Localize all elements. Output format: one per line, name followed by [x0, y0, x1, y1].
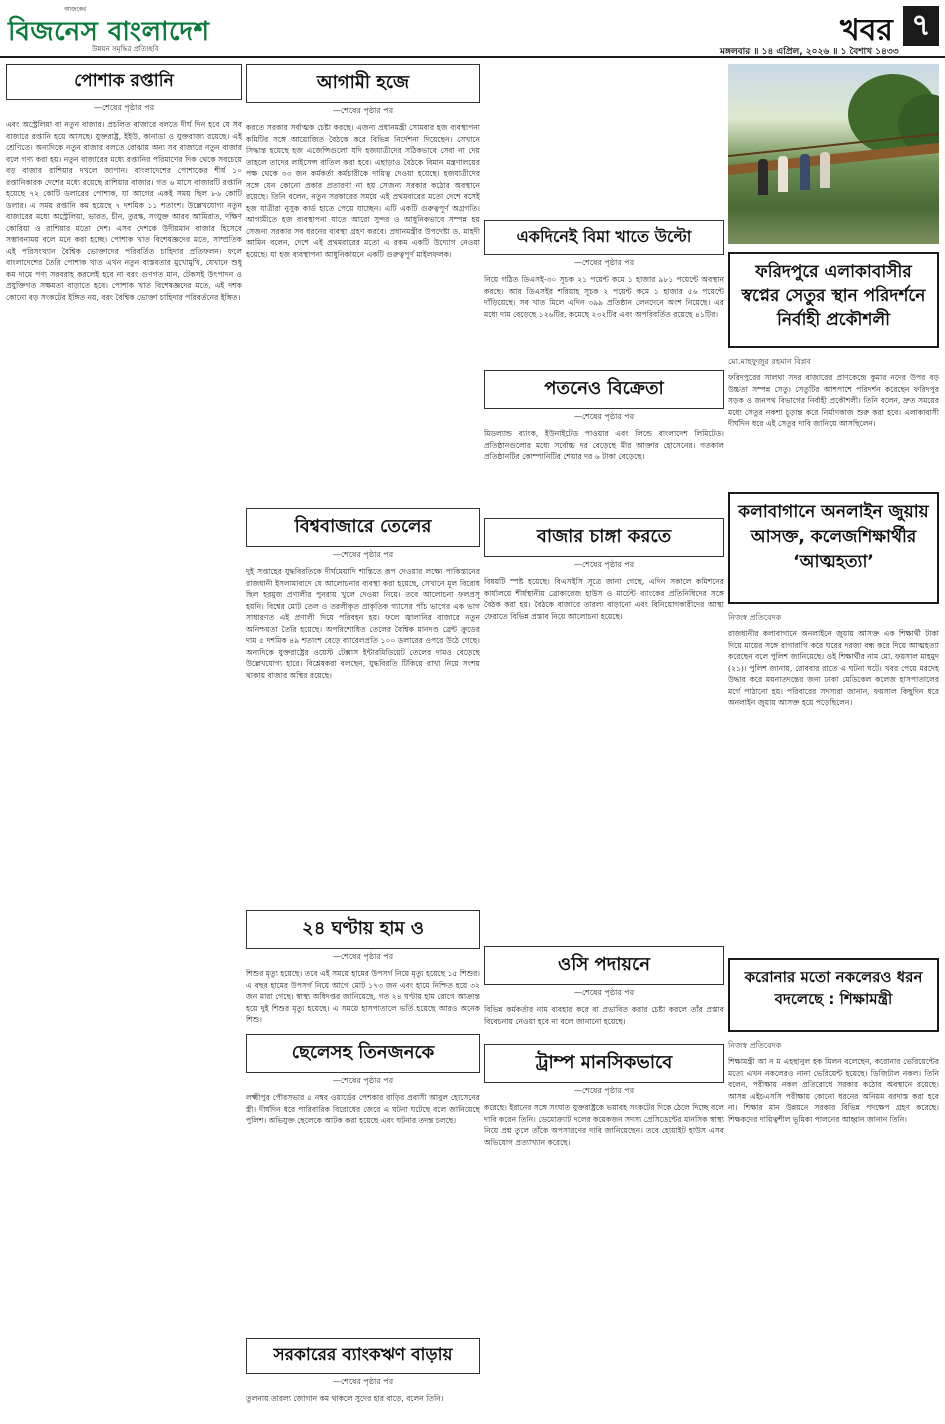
story-headline: ২৪ ঘণ্টায় হাম ও — [246, 910, 480, 949]
story-headline-exam-cheating: করোনার মতো নকলেরও ধরন বদলেছে : শিক্ষামন্ত্রী — [728, 958, 939, 1032]
story-body: করেছে। ইরানের সঙ্গে সংঘাত যুক্তরাষ্ট্রকে ভয়াবহ সংকটের দিকে ঠেলে দিচ্ছে বলে দাবি করেন তিনি। ডেমোক্র্যাট দলের কয়েকজন সদস্য প্রেসিডেন্টের মানসিক স্বাস্থ্য নিয়ে প্রশ্ন তুলে তাঁকে অপসারণের দাবি জানিয়েছেন। তবে হোয়াইট হাউস এসব অভিযোগ প্রত্যাখ্যান করেছে। — [484, 1103, 724, 1147]
continuation-note: — শেষের পৃষ্ঠার পর — [246, 951, 480, 964]
story-sellers-in-decline — [484, 370, 724, 510]
story-gambling-body — [728, 628, 939, 948]
story-body: এবং অস্ট্রেলিয়া বা নতুন বাজার। প্রচলিত বাজারে বলতে দীর্ঘ দিন হবে যে সব বাজারে রপ্তানি হয়ে আসছে। যুক্তরাষ্ট্র, ইইউ, কানাডা ও যুক্তরাজ্য রয়েছে। এই শ্রেণিতে। অন্যদিকে নতুন বাজার বলতে বোঝায় অন্য সব বাজারে নতুন বাজার বলে গণ্য করা হয়। নতুন বাজারের মধ্যে রপ্তানির পরিমাণের দিক থেকে সবচেয়ে বড় বাজার রাশিয়ার দখলে জাপান। বাংলাদেশের পোশাকের শীর্ষ ১০ রপ্তানিকারক দেশের মধ্যে রয়েছে রাশিয়ার বাজার। গত ৬ মাসে বাজারটি রপ্তানি হয়েছে ৭২ কোটি ডলারের পোশাক, যা আগের একই সময় ছিল ৮৬ কোটি ডলার। এ সময় রপ্তানি কম হয়েছে ৭ দশমিক ১১ শতাংশ। উল্লেখযোগ্য নতুন বাজারের মধ্যে অস্ট্রেলিয়া, ভারত, চীন, তুরস্ক, সংযুক্ত আরব আমিরাত, দক্ষিণ কোরিয়া ও রাশিয়ার মতো দেশ। এসব দেশকে উদীয়মান বাজার হিসেবে সম্ভাবনাময় বলে মনে করা হচ্ছে। পোশাক খাত বিশেষজ্ঞদের মতে, সাম্প্রতিক এই পরিসংখ্যান বৈশ্বিক ভোক্তাদের পরিবর্তিত চাহিদার প্রতিফলন। ফলে বাংলাদেশের তৈরি পোশাক খাত এখন নতুন বাস্তবতার মুখোমুখি, যেখানে শুধু কম দামে পণ্য সরবরাহ করলেই হবে না বরং গুণগত মান, টেকসই উৎপাদন ও প্রযুক্তিগত সক্ষমতা বাড়াতে হবে। পোশাক খাত বিশেষজ্ঞদের মতে, এই দশক কোনো বড় সংকটের ইঙ্গিত নয়, বরং বৈশ্বিক ভোক্তা চাহিদার পরিবর্তনের ইঙ্গিত। — [6, 120, 242, 302]
story-headline: বিশ্ববাজারে তেলের — [246, 508, 480, 547]
story-headline: সরকারের ব্যাংকঋণ বাড়ায় — [246, 1338, 480, 1374]
section-title: খবর — [840, 13, 893, 48]
story-body: শিক্ষামন্ত্রী আ ন ম এহছানুল হক মিলন বলেছেন, করোনার ভেরিয়েন্টের মতো এখন নকলেরও নানা ভেরিয়েন্ট হয়েছে। ডিজিটাল নকল। তিনি বলেন, পরীক্ষায় নকল প্রতিরোধে সরকার কঠোর অবস্থানে রয়েছে। আসন্ন এইচএসসি পরীক্ষায় কোনো ধরনের অনিয়ম বরদাস্ত করা হবে না। শিক্ষার মান উন্নয়নে সরকার বিভিন্ন পদক্ষেপ গ্রহণ করেছে। শিক্ষকদের দায়িত্বশীল ভূমিকা পালনের আহ্বান জানান তিনি। — [728, 1057, 939, 1124]
story-headline: পোশাক রপ্তানি — [6, 64, 242, 100]
brand-kicker: আজকের — [64, 6, 87, 13]
story-hajj — [246, 64, 480, 504]
continuation-note: — শেষের পৃষ্ঠার পর — [246, 1376, 480, 1389]
story-body: তুলনায় তারল্য জোগান কম থাকলে সুদের হার বাড়ে, বলেন তিনি। — [246, 1394, 444, 1403]
continuation-note: — শেষের পৃষ্ঠার পর — [246, 105, 480, 118]
continuation-note: — শেষের পৃষ্ঠার পর — [484, 1085, 724, 1098]
story-market-boost — [484, 518, 724, 798]
story-byline: মো.মাহফুজুর রহমান বিপ্লব — [728, 357, 811, 366]
story-body: নিয়ে গঠিত ডিএসই-৩০ সূচক ২১ পয়েন্ট কমে ১ হাজার ৯৮১ পয়েন্টে অবস্থান করছে। আর ডিএসইর শরিয়াহ সূচক ২ পয়েন্ট কমে ১ হাজার ৫৬ পয়েন্টে দাঁড়িয়েছে। সব খাত মিলে এদিন ৩৯৯ প্রতিষ্ঠান লেনদেনে অংশ নিয়েছে। এর মধ্যে দাম বেড়েছে ১২৬টির, কমেছে ২৩২টির এবং অপরিবর্তিত রয়েছে ৪১টির। — [484, 275, 724, 319]
story-body: রাজধানীর কলাবাগানে অনলাইনে জুয়ায় আসক্ত এক শিক্ষার্থী টাকা দিয়ে মায়ের সঙ্গে রাগারাগি করে ঘরের দরজা বন্ধ করে দিয়ে আত্মহত্যা করেছেন বলে পুলিশ জানিয়েছে। ওই শিক্ষার্থীর নাম মো. ফয়সাল মাহমুদ (২১)। পুলিশ জানায়, রোববার রাতে এ ঘটনা ঘটে। খবর পেয়ে মরদেহ উদ্ধার করে ময়নাতদন্তের জন্য ঢাকা মেডিকেল কলেজ হাসপাতালের মর্গে পাঠানো হয়। পরিবারের সদস্যরা জানান, ফয়সাল কিছুদিন ধরে অনলাইন জুয়ায় আসক্ত হয়ে পড়েছিলেন। — [728, 629, 939, 707]
continuation-note: — শেষের পৃষ্ঠার পর — [484, 411, 724, 424]
dateline: মঙ্গলবার ॥ ১৪ এপ্রিল, ২০২৬ ॥ ১ বৈশাখ ১৪৩৩ — [720, 47, 899, 57]
story-oil-market — [246, 508, 480, 908]
story-byline: নিজস্ব প্রতিবেদক — [728, 1041, 782, 1050]
story-headline: ওসি পদায়নে — [484, 946, 724, 985]
continuation-note: — শেষের পৃষ্ঠার পর — [246, 1075, 480, 1088]
story-govt-bank-loan — [246, 1338, 480, 1418]
story-trump-mental — [484, 1044, 724, 1414]
story-body: দুই সপ্তাহের যুদ্ধবিরতিকে দীর্ঘমেয়াদি শান্তিতে রূপ দেওয়ার লক্ষ্যে পাকিস্তানের রাজধানী ইসলামাবাদে যে আলোচনার ব্যবস্থা করা হয়েছে, সেখানে মূল বিরোধ ছিল হরমুজ প্রণালীর পুনরায় খুলে দেওয়া নিয়ে। তবে আলোচনা ফলপ্রসূ হয়নি। বিশ্বের মোট তেল ও তরলীকৃত প্রাকৃতিক গ্যাসের পাঁচ ভাগের এক ভাগ সাধারণত এই প্রণালী দিয়ে পরিবহন হয়। ফলে জ্বালানির বাজারে নতুন অনিশ্চয়তা তৈরি হয়েছে। অপরিশোধিত তেলের বৈশ্বিক মানদণ্ড ব্রেন্ট ক্রুডের দাম ৫ দশমিক ৪৯ শতাংশ বেড়ে ব্যারেলপ্রতি ১০০ ডলারের ওপরে উঠে গেছে। অন্যদিকে যুক্তরাষ্ট্রের ওয়েস্ট টেক্সাস ইন্টারমিডিয়েট তেলের দামও বেড়েছে উল্লেখযোগ্য হারে। বিশ্লেষকরা বলছেন, যুদ্ধবিরতি টিকিয়ে রাখা নিয়ে সংশয় থাকায় বাজার অস্থির রয়েছে। — [246, 567, 480, 680]
continuation-note: — শেষের পৃষ্ঠার পর — [484, 987, 724, 1000]
page-number: ৭ — [903, 6, 939, 46]
story-headline: বাজার চাঙ্গা করতে — [484, 518, 724, 557]
story-headline: আগামী হজে — [246, 64, 480, 103]
story-exam-body — [728, 1056, 939, 1414]
story-headline-bridge: ফরিদপুরে এলাকাবাসীর স্বপ্নের সেতুর স্থান পরিদর্শনে নির্বাহী প্রকৌশলী — [728, 252, 939, 348]
story-insurance-sector — [484, 220, 724, 360]
story-body: শিশুর মৃত্যু হয়েছে। তবে এই সময়ে হামের উপসর্গ নিয়ে মৃত্যু হয়েছে ১৫ শিশুর। এ বছর হামের উপসর্গ নিয়ে আগে মোট ১৭৩ জন এবং হামে নিশ্চিত হয়ে ৩২ জন মারা গেছে। স্বাস্থ্য অধিদপ্তর জানিয়েছে, গত ২৪ ঘণ্টায় হাম রোগে আক্রান্ত হয়ে দুই শিশুর মৃত্যু হয়েছে। এ সময়ে হাসপাতালে ভর্তি হয়েছে আরও অনেক শিশু। — [246, 969, 480, 1024]
continuation-note: — শেষের পৃষ্ঠার পর — [484, 559, 724, 572]
brand-tagline: উন্নয়ন সমৃদ্ধির প্রতিচ্ছবি — [92, 45, 159, 53]
continuation-note: — শেষের পৃষ্ঠার পর — [246, 549, 480, 562]
newspaper-logo: বিজনেস বাংলাদেশ — [8, 17, 210, 47]
story-son-three-people — [246, 1034, 480, 1334]
continuation-note: — শেষের পৃষ্ঠার পর — [484, 257, 724, 270]
story-headline: ছেলেসহ তিনজনকে — [246, 1034, 480, 1073]
story-body: করতে সরকার সর্বাত্মক চেষ্টা করছে। এজন্য প্রধানমন্ত্রী সোমবার হজ ব্যবস্থাপনা কমিটির সঙ্গে আয়োজিত বৈঠকে করে বিভিন্ন নির্দেশনা দিয়েছেন। সেখানে সিদ্ধান্ত হয়েছে হজ এজেন্সিগুলো যদি হজযাত্রীদের সঠিকভাবে সেবা না দেয় তাহলে তাদের লাইসেন্স বাতিল করা হবে। এছাড়াও বৈঠকে বিমান মন্ত্রণালয়ের পক্ষ থেকে ৩৩ জন কর্মকর্তা কর্মচারীকে দায়িত্ব দেওয়া হয়েছে। হজযাত্রীদের সঙ্গে যেন কোনো প্রকার প্রতারণা না হয় সেজন্য সরকার কঠোর অবস্থানে রয়েছে। তিনি বলেন, নতুন সরকারের সময়ে এই প্রথমবারের মতো দেশে বসেই হজ যাত্রীরা নুসুক কার্ড হাতে পেয়ে যাচ্ছেন। এটি একটি গুরুত্বপূর্ণ অগ্রগতি। আগামীতে হজ ব্যবস্থাপনা যাতে আরো সুন্দর ও আধুনিকভাবে সম্পন্ন হয় সেজন্য সরকার সব ধরনের ব্যবস্থা গ্রহণ করবে। প্রধানমন্ত্রীর উপদেষ্টা ড. মাহদী আমিন বলেন, দেশে এই প্রথমবারের মতো এ রকম একটি উদ্যোগ নেওয়া হয়েছে। যা হজ ব্যবস্থাপনা আধুনিকায়নে একটি গুরুত্বপূর্ণ মাইলফলক। — [246, 123, 480, 259]
story-body: বিভিন্ন কর্মকর্তার নাম ব্যবহার করে বা প্রভাবিত করার চেষ্টা করলে তাঁর প্রস্তাব বিবেচনায় নেওয়া হবে না বলে জানানো হয়েছে। — [484, 1005, 724, 1026]
story-headline: একদিনেই বিমা খাতে উল্টো — [484, 220, 724, 255]
story-bridge-body — [728, 372, 939, 482]
story-byline: নিজস্ব প্রতিবেদক — [728, 613, 782, 622]
story-headline-online-gambling: কলাবাগানে অনলাইন জুয়ায় আসক্ত, কলেজশিক্ষার্থীর ‘আত্মহত্যা’ — [728, 492, 939, 604]
story-headline: ট্রাম্প মানসিকভাবে — [484, 1044, 724, 1083]
masthead — [0, 0, 945, 58]
story-headline: পতনেও বিক্রেতা — [484, 370, 724, 409]
story-body: ফরিদপুরের সালথা সদর বাজারের প্রাণকেন্দ্রে কুমার নদের উপর বড় উচ্চতা সম্পন্ন সেতু। সেতুটির আশপাশে পরিদর্শন করেছেন ফরিদপুর সড়ক ও জনপথ বিভাগের নির্বাহী প্রকৌশলী। তিনি বলেন, দ্রুত সময়ের মধ্যে সেতুর নকশা চূড়ান্ত করে নির্মাণকাজ শুরু করা হবে। এলাকাবাসী দীর্ঘদিন ধরে এই সেতুর দাবি জানিয়ে আসছিলেন। — [728, 373, 939, 428]
story-oc-posting — [484, 946, 724, 1036]
story-garment-exports — [6, 64, 242, 1414]
story-body: বিষয়টি স্পষ্ট হয়েছে। বিএসইসি সূত্রে জানা গেছে, এদিন সকালে কমিশনের কার্যালয়ে শীর্ষস্থানীয় ব্রোকারেজ হাউস ও মার্চেন্ট ব্যাংকের প্রতিনিধিদের সঙ্গে বৈঠক করা হয়। বৈঠকে বাজারে তারল্য বাড়ানো এবং বিনিয়োগকারীদের আস্থা ফেরাতে বিভিন্ন প্রস্তাব নিয়ে আলোচনা হয়েছে। — [484, 577, 724, 621]
story-body: মিডল্যান্ড ব্যাংক, ইউনাইটেড পাওয়ার এবং লিন্ডে বাংলাদেশ লিমিটেড। প্রতিষ্ঠানগুলোর মধ্যে সর্বোচ্চ দর বেড়েছে মীর আক্তার হোসেনের। গতকাল প্রতিষ্ঠানটির কোম্পানিটির শেয়ার দর ৬ টাকা বেড়েছে। — [484, 429, 724, 461]
story-body: লক্ষ্মীপুর পৌরসভার ৫ নম্বর ওয়ার্ডের পেশকার বাড়ির প্রবাসী আবুল হোসেনের স্ত্রী। দীর্ঘদিন ধরে পারিবারিক বিরোধের জেরে এ ঘটনা ঘটেছে বলে জানিয়েছে পুলিশ। অভিযুক্ত ছেলেকে আটক করা হয়েছে এবং ঘটনার তদন্ত চলছে। — [246, 1093, 480, 1125]
story-measles — [246, 910, 480, 1030]
bridge-site-photo — [728, 64, 939, 244]
continuation-note: — শেষের পৃষ্ঠার পর — [6, 102, 242, 115]
